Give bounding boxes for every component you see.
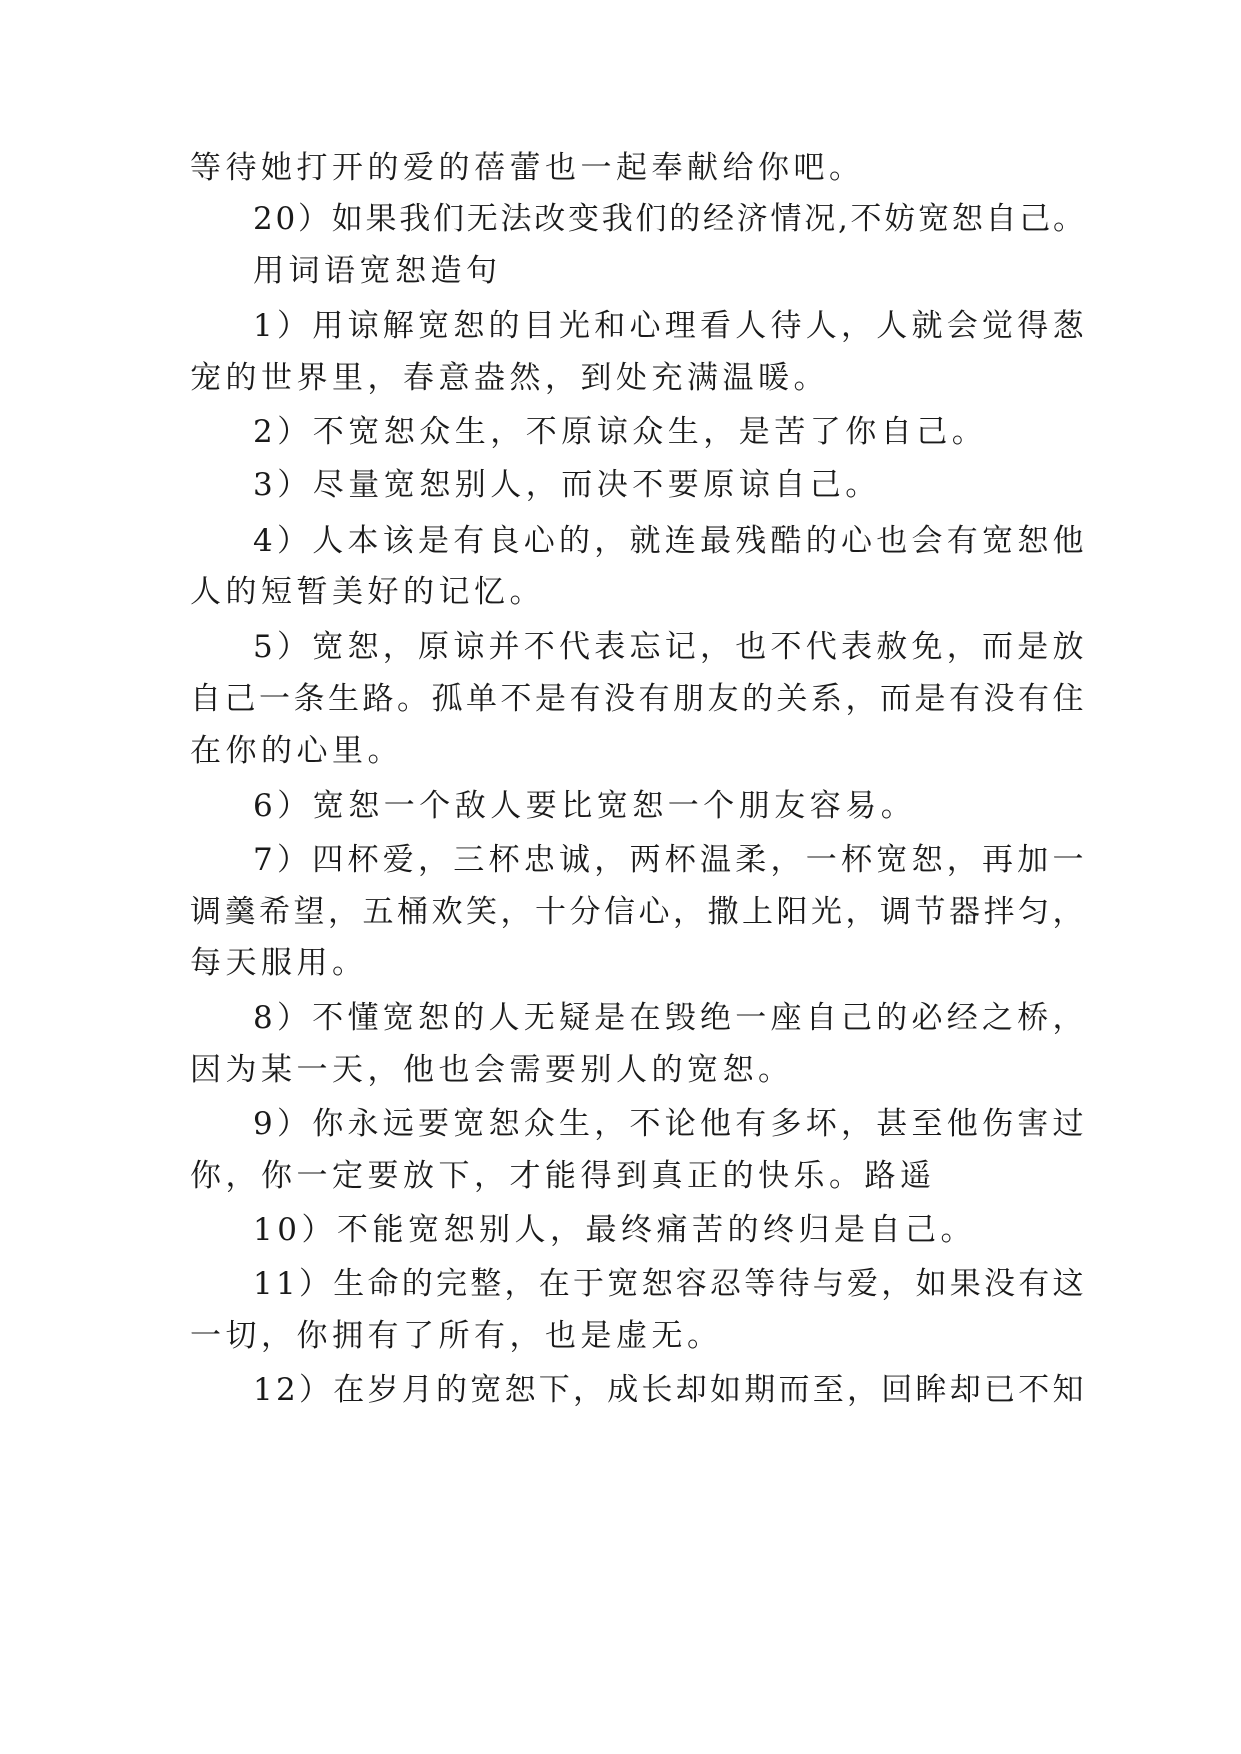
text-line: 你，你一定要放下，才能得到真正的快乐。路遥: [190, 1158, 936, 1194]
section-heading: 用词语宽恕造句: [253, 253, 502, 289]
text-line: 每天服用。: [190, 945, 368, 981]
text-line: 3）尽量宽恕别人，而决不要原谅自己。: [253, 467, 881, 503]
text-line: 8）不懂宽恕的人无疑是在毁绝一座自己的必经之桥，: [253, 1000, 1088, 1036]
text-line: 在你的心里。: [190, 733, 403, 769]
text-line: 等待她打开的爱的蓓蕾也一起奉献给你吧。: [190, 150, 865, 186]
text-line: 6）宽恕一个敌人要比宽恕一个朋友容易。: [253, 788, 917, 824]
text-line: 5）宽恕，原谅并不代表忘记，也不代表赦免，而是放: [253, 629, 1088, 665]
text-line: 4）人本该是有良心的，就连最残酷的心也会有宽恕他: [253, 523, 1088, 559]
text-line: 1）用谅解宽恕的目光和心理看人待人，人就会觉得葱: [253, 308, 1088, 344]
text-line: 9）你永远要宽恕众生，不论他有多坏，甚至他伤害过: [253, 1106, 1088, 1142]
text-line: 调羹希望，五桶欢笑，十分信心，撒上阳光，调节器拌匀，: [190, 894, 1087, 930]
text-line: 2）不宽恕众生，不原谅众生，是苦了你自己。: [253, 414, 988, 450]
text-line: 20）如果我们无法改变我们的经济情况,不妨宽恕自己。: [253, 201, 1087, 237]
text-line: 宠的世界里，春意盎然，到处充满温暖。: [190, 360, 829, 396]
text-line: 11）生命的完整，在于宽恕容忍等待与爱，如果没有这: [253, 1266, 1087, 1302]
text-line: 一切，你拥有了所有，也是虚无。: [190, 1318, 723, 1354]
text-line: 人的短暂美好的记忆。: [190, 574, 545, 610]
text-line: 12）在岁月的宽恕下，成长却如期而至，回眸却已不知: [253, 1372, 1087, 1408]
text-line: 7）四杯爱，三杯忠诚，两杯温柔，一杯宽恕，再加一: [253, 842, 1088, 878]
text-line: 自己一条生路。孤单不是有没有朋友的关系，而是有没有住: [190, 681, 1087, 717]
text-line: 因为某一天，他也会需要别人的宽恕。: [190, 1052, 794, 1088]
text-line: 10）不能宽恕别人，最终痛苦的终归是自己。: [253, 1212, 976, 1248]
